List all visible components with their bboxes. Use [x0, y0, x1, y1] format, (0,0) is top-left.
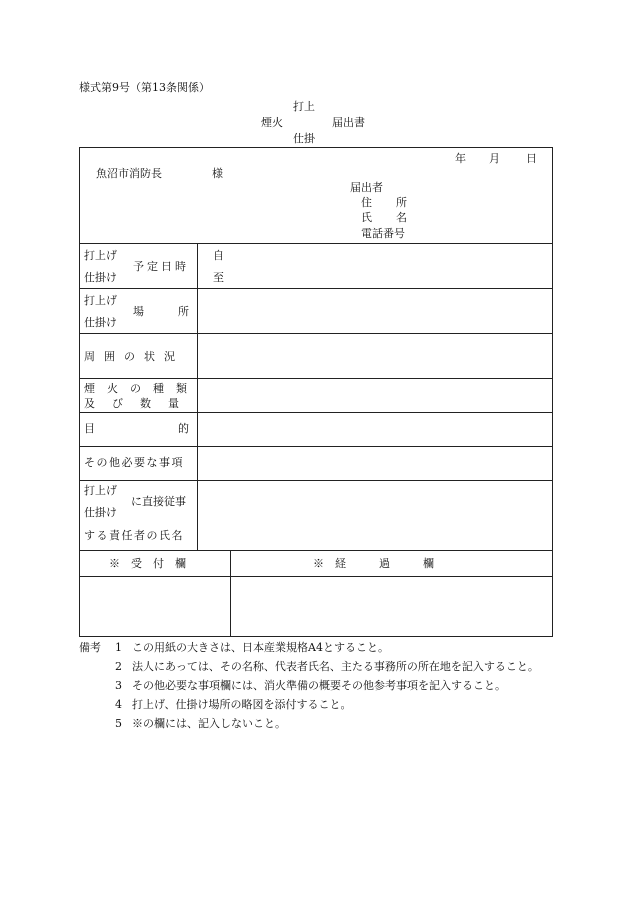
- remark-text: 法人にあっては、その名称、代表者氏名、主たる事務所の所在地を記入すること。: [132, 660, 539, 673]
- row-divider: [79, 333, 553, 334]
- row-divider: [79, 288, 553, 289]
- schedule-prefix-bottom: 仕掛け: [84, 271, 117, 284]
- schedule-from-label: 自: [213, 249, 224, 262]
- row-divider: [79, 412, 553, 413]
- row-divider: [79, 480, 553, 481]
- place-prefix-bottom: 仕掛け: [84, 316, 117, 329]
- table-border-bottom: [79, 636, 553, 637]
- address-label-part2: 所: [396, 196, 407, 209]
- fireworks-quantity-label: 及び数量: [84, 397, 196, 410]
- remark-text: その他必要な事項欄には、消火準備の概要その他参考事項を記入すること。: [132, 679, 506, 692]
- addressee: 魚沼市消防長: [96, 167, 162, 180]
- remark-number: 4: [115, 698, 122, 711]
- place-prefix-top: 打上げ: [84, 294, 117, 307]
- remarks-label: 備考: [79, 641, 101, 654]
- remark-number: 2: [115, 660, 122, 673]
- title-left: 煙火: [261, 116, 283, 129]
- address-label-part1: 住: [361, 196, 372, 209]
- table-border-right: [552, 147, 553, 637]
- reception-entry-area: [80, 577, 230, 635]
- other-matters-label: その他必要な事項: [84, 456, 184, 469]
- remark-text: この用紙の大きさは、日本産業規格A4とすること。: [132, 641, 389, 654]
- progress-column-header: ※ 経 過 欄: [313, 557, 434, 570]
- surroundings-label: 周囲の状況: [84, 350, 184, 363]
- responsible-label-right: に直接従事: [131, 495, 186, 508]
- title-right: 届出書: [332, 116, 365, 129]
- name-label-part1: 氏: [361, 211, 372, 224]
- place-label-part1: 場: [133, 305, 144, 318]
- phone-label: 電話番号: [361, 227, 405, 240]
- title-top: 打上: [293, 100, 315, 113]
- title-bottom: 仕掛: [293, 132, 315, 145]
- form-number: 様式第9号（第13条関係）: [79, 81, 210, 94]
- applicant-label: 届出者: [350, 181, 383, 194]
- row-divider: [79, 378, 553, 379]
- honorific: 様: [212, 167, 223, 180]
- fireworks-type-label: 煙火の種類: [84, 382, 199, 395]
- progress-entry-area: [231, 577, 552, 635]
- schedule-label: 予定日時: [133, 260, 189, 273]
- reception-column-header: ※ 受 付 欄: [109, 557, 186, 570]
- date-day-label: 日: [526, 152, 537, 165]
- row-divider: [79, 550, 553, 551]
- responsible-prefix-bottom: 仕掛け: [84, 506, 117, 519]
- responsible-label-bottom: する責任者の氏名: [84, 529, 184, 542]
- purpose-label-part2: 的: [178, 422, 189, 435]
- responsible-prefix-top: 打上げ: [84, 484, 117, 497]
- table-border-left: [79, 147, 80, 637]
- label-column-divider: [197, 243, 198, 550]
- remark-number: 5: [115, 717, 122, 730]
- name-label-part2: 名: [396, 211, 407, 224]
- schedule-to-label: 至: [213, 271, 224, 284]
- row-divider: [79, 243, 553, 244]
- purpose-label-part1: 目: [84, 422, 95, 435]
- row-divider: [79, 446, 553, 447]
- remark-text: 打上げ、仕掛け場所の略図を添付すること。: [132, 698, 352, 711]
- schedule-prefix-top: 打上げ: [84, 249, 117, 262]
- remark-number: 1: [115, 641, 122, 654]
- date-month-label: 月: [489, 152, 500, 165]
- remark-number: 3: [115, 679, 122, 692]
- place-label-part2: 所: [178, 305, 189, 318]
- table-border-top: [79, 147, 553, 148]
- date-year-label: 年: [455, 152, 466, 165]
- remark-text: ※の欄には、記入しないこと。: [132, 717, 286, 730]
